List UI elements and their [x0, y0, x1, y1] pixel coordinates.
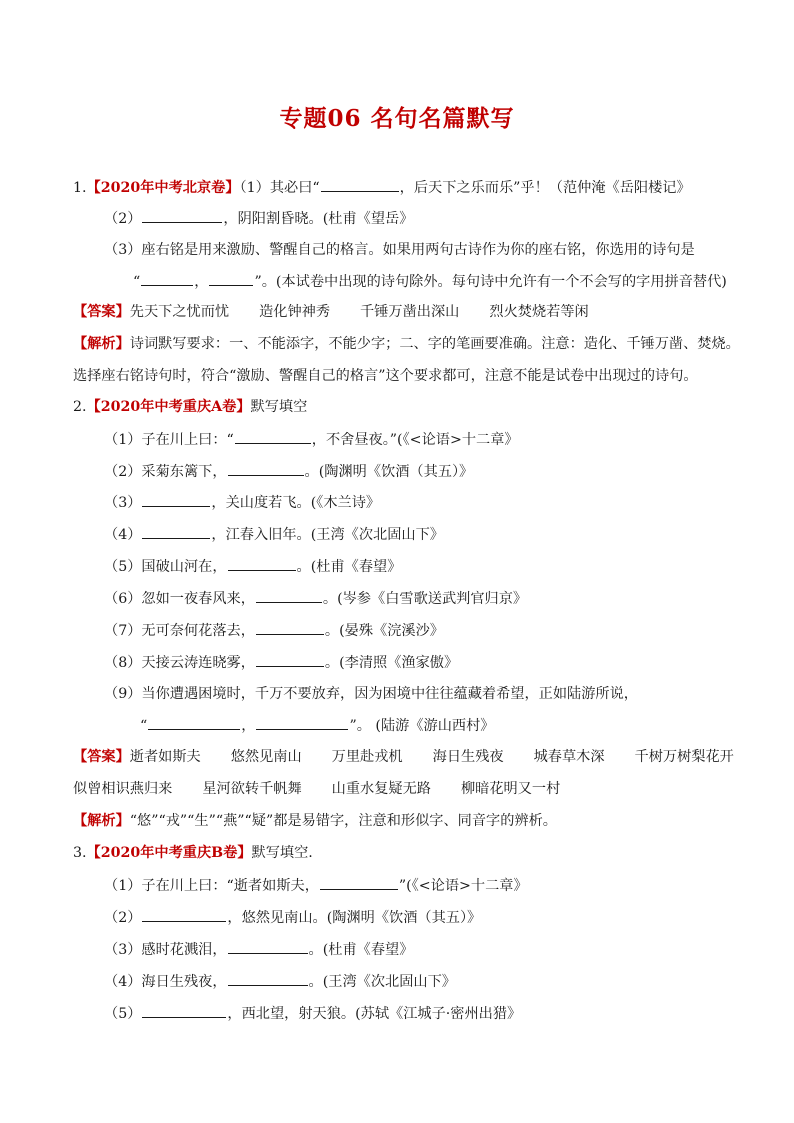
q3-item-4: （4）海日生残夜， 。(王湾《次北固山下》 — [104, 971, 456, 992]
q2-number: 2. — [73, 399, 87, 415]
q3-blank-5[interactable] — [142, 1003, 226, 1018]
q1-analysis-1: 【解析】诗词默写要求：一、不能添字，不能少字；二、字的笔画要准确。注意：造化、千锤万凿、焚烧。 — [73, 336, 740, 352]
q3-item-3: （3）感时花溅泪， 。(杜甫《春望》 — [104, 939, 413, 960]
q1-blank-2[interactable] — [142, 208, 222, 223]
q3-blank-2[interactable] — [142, 907, 226, 922]
q1-number: 1. — [73, 180, 87, 196]
q2-line-intro: 2.【2020年中考重庆A卷】默写填空 — [73, 399, 308, 415]
q2-analysis: 【解析】“悠”“戎”“生”“燕”“疑”都是易错字，注意和形似字、同音字的辨析。 — [73, 813, 557, 829]
q2-item-1: （1）子在川上曰：“ ，不舍昼夜。”(《<论语>十二章》 — [104, 429, 519, 450]
q3-item-5: （5） ，西北望，射天狼。(苏轼《江城子·密州出猎》 — [104, 1003, 521, 1024]
q1-blank-3[interactable] — [141, 271, 193, 286]
q2-item-2: （2）采菊东篱下， 。(陶渊明《饮酒（其五）》 — [104, 461, 473, 482]
page-title: 专题06 名句名篇默写 — [279, 105, 515, 132]
q1-source-tag: 【2020年中考北京卷】 — [86, 180, 240, 196]
q2-source-tag: 【2020年中考重庆A卷】 — [86, 399, 251, 415]
answer-tag: 【答案】 — [73, 304, 130, 320]
q3-blank-4[interactable] — [228, 971, 308, 986]
q2-blank-3[interactable] — [142, 492, 210, 507]
analysis-tag: 【解析】 — [73, 336, 130, 352]
q1-line-3: （3）座右铭是用来激励、警醒自己的格言。如果用两句古诗作为你的座右铭，你选用的诗句是 — [104, 242, 695, 258]
q3-item-1: （1）子在川上曰：“逝者如斯夫， ”(《<论语>十二章》 — [104, 875, 528, 896]
q2-item-9b: “ ， ”。 (陆游《游山西村》 — [140, 715, 494, 736]
q2-item-7: （7）无可奈何花落去， 。(晏殊《浣溪沙》 — [104, 620, 444, 641]
q2-blank-7[interactable] — [256, 620, 324, 635]
q2-item-6: （6）忽如一夜春风来， 。(岑参《白雪歌送武判官归京》 — [104, 588, 527, 609]
q3-blank-1[interactable] — [320, 875, 398, 890]
q2-blank-1[interactable] — [235, 429, 311, 444]
q2-blank-9[interactable] — [148, 715, 240, 730]
q2-answer-2: 似曾相识燕归来 星河欲转千帆舞 山重水复疑无路 柳暗花明又一村 — [73, 781, 561, 797]
q2-item-9: （9）当你遭遇困境时，千万不要放弃，因为困境中往往蕴藏着希望，正如陆游所说， — [104, 686, 638, 702]
q1-blank-1[interactable] — [321, 177, 399, 192]
q3-source-tag: 【2020年中考重庆B卷】 — [86, 845, 252, 861]
q3-blank-3[interactable] — [228, 939, 308, 954]
q2-blank-10[interactable] — [256, 715, 348, 730]
q3-number: 3. — [73, 845, 87, 861]
q2-blank-2[interactable] — [228, 461, 304, 476]
q3-item-2: （2） ，悠然见南山。(陶渊明《饮酒（其五）》 — [104, 907, 481, 928]
q2-blank-5[interactable] — [228, 556, 296, 571]
q2-blank-8[interactable] — [256, 652, 324, 667]
q2-item-8: （8）天接云涛连晓雾， 。(李清照《渔家傲》 — [104, 652, 458, 673]
q3-line-intro: 3.【2020年中考重庆B卷】默写填空. — [73, 845, 313, 861]
q2-item-5: （5）国破山河在， 。(杜甫《春望》 — [104, 556, 401, 577]
q2-answer-1: 【答案】逝者如斯夫 悠然见南山 万里赴戎机 海日生残夜 城春草木深 千树万树梨花开 — [73, 749, 734, 765]
q2-blank-4[interactable] — [142, 524, 210, 539]
answer-tag: 【答案】 — [73, 749, 130, 765]
q1-line-1: 1.【2020年中考北京卷】（1）其必曰“ ，后天下之乐而乐”乎！（范仲淹《岳阳楼记》 — [73, 177, 691, 198]
q1-answer: 【答案】先天下之忧而忧 造化钟神秀 千锤万凿出深山 烈火焚烧若等闲 — [73, 304, 589, 320]
q2-item-4: （4） ，江春入旧年。(王湾《次北固山下》 — [104, 524, 444, 545]
analysis-tag: 【解析】 — [73, 813, 130, 829]
q2-item-3: （3） ，关山度若飞。(《木兰诗》 — [104, 492, 380, 513]
q1-line-2: （2） ，阴阳割昏晓。(杜甫《望岳》 — [104, 208, 413, 229]
q1-analysis-2: 选择座右铭诗句时，符合“激励、警醒自己的格言”这个要求都可，注意不能是试卷中出现过的诗句。 — [73, 368, 698, 384]
q1-blank-4[interactable] — [209, 271, 253, 286]
q1-line-4: “ ， ”。(本试卷中出现的诗句除外。每句诗中允许有一个不会写的字用拼音替代) — [133, 271, 727, 292]
q2-blank-6[interactable] — [256, 588, 322, 603]
